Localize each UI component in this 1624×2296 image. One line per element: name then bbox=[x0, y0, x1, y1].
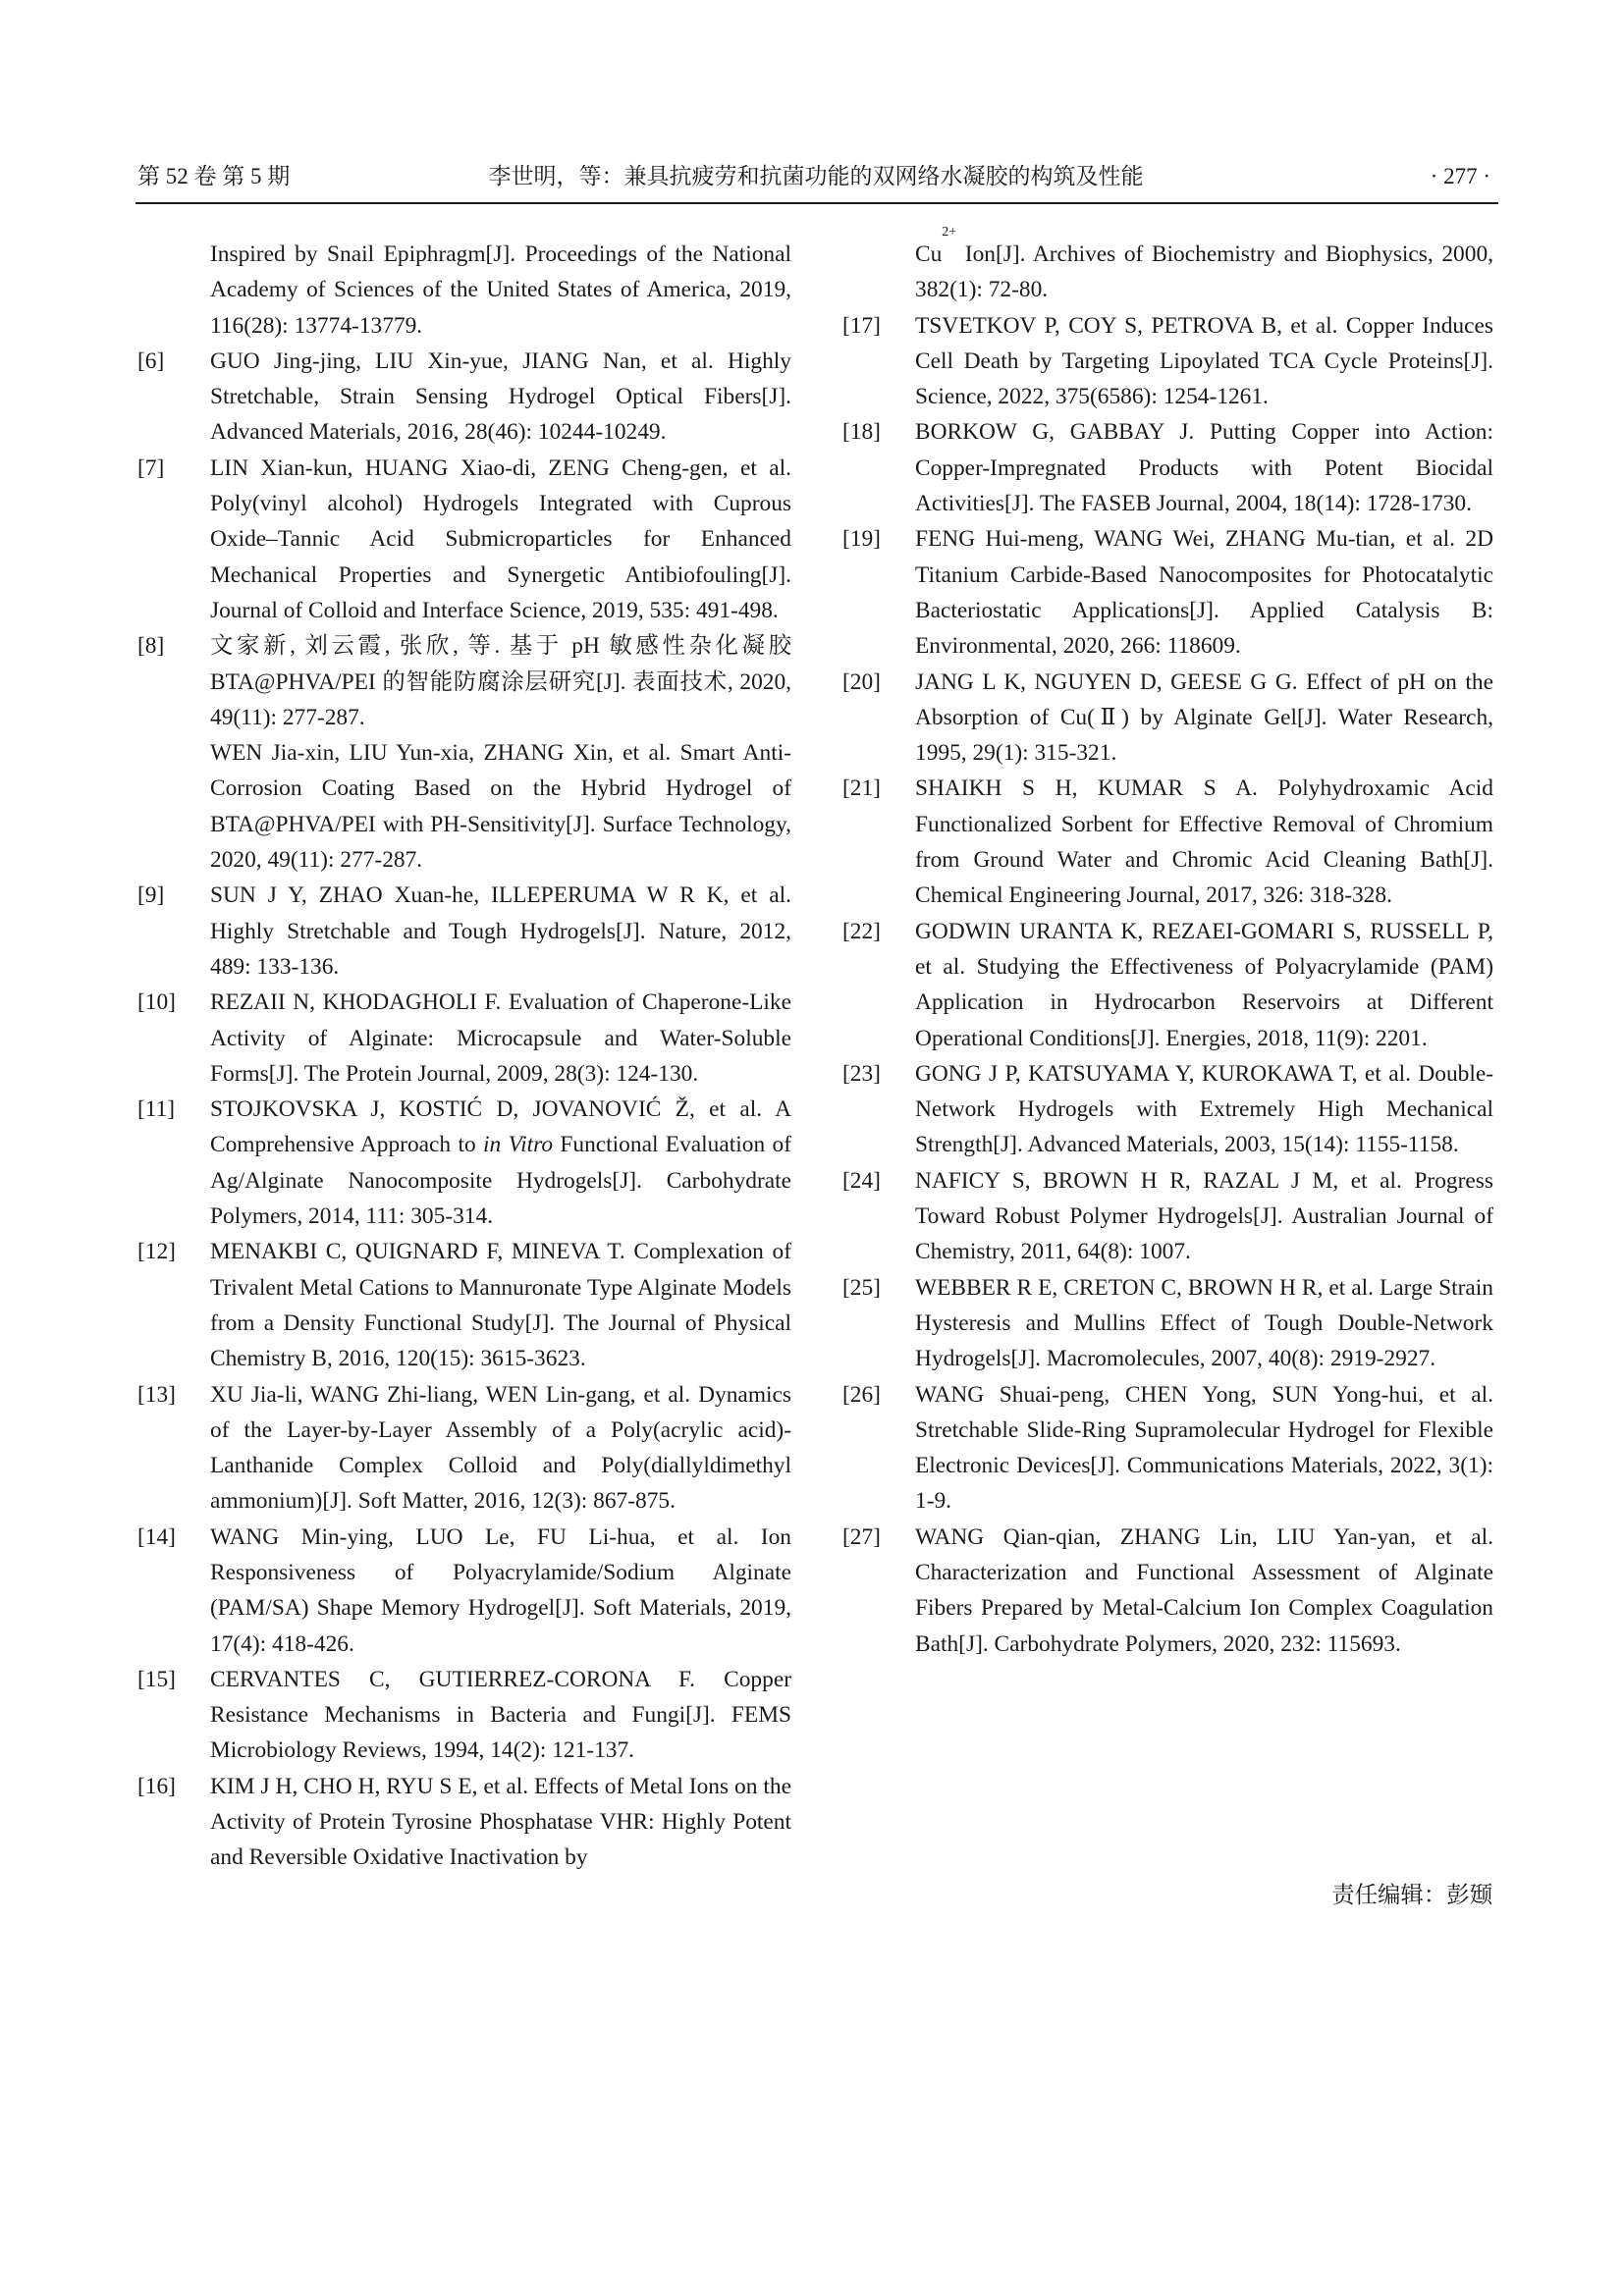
reference-number: [19] bbox=[842, 526, 881, 553]
reference-text bbox=[915, 225, 1493, 308]
reference-number: [18] bbox=[842, 419, 881, 446]
reference-text-english: WEN Jia-xin, LIU Yun-xia, ZHANG Xin, et al. Smart Anti-Corrosion Coating Based on the Hybrid Hydrogel of BTA@PHVA/PEI with PH-Sensitivity[J]. Surface Technology, 2020, 49(11): 277-287. bbox=[210, 740, 791, 874]
reference-item bbox=[137, 1769, 791, 1876]
reference-number: [22] bbox=[842, 918, 881, 944]
reference-text-part: STOJKOVSKA J, KOSTIĆ D, JOVANOVIĆ Ž, et al. A Comprehensive Approach to bbox=[210, 1096, 791, 1158]
reference-text: REZAII N, KHODAGHOLI F. Evaluation of Chaperone-Like Activity of Alginate: Microcapsule and Water-Soluble Forms[J]. The Protein Journal, 2009, 28(3): 124-130. bbox=[210, 989, 791, 1087]
reference-number: [24] bbox=[842, 1167, 881, 1194]
reference-text-italic: in Vitro bbox=[483, 1132, 554, 1158]
reference-item bbox=[842, 665, 1493, 772]
reference-item bbox=[137, 1662, 791, 1769]
reference-item bbox=[842, 521, 1493, 664]
reference-number: [16] bbox=[137, 1773, 176, 1799]
reference-text: Inspired by Snail Epiphragm[J]. Proceedings of the National Academy of Sciences of the United States of America, 2019, 116(28): 13774-13779. bbox=[210, 241, 791, 339]
reference-number: [17] bbox=[842, 312, 881, 339]
reference-item bbox=[137, 878, 791, 985]
reference-number: [20] bbox=[842, 668, 881, 695]
reference-text: SUN J Y, ZHAO Xuan-he, ILLEPERUMA W R K, et al. Highly Stretchable and Tough Hydrogels[J]. Nature, 2012, 489: 133-136. bbox=[210, 882, 791, 980]
reference-text: CERVANTES C, GUTIERREZ-CORONA F. Copper Resistance Mechanisms in Bacteria and Fungi[J]. FEMS Microbiology Reviews, 1994, 14(2): 121-137. bbox=[210, 1666, 791, 1764]
reference-number: [13] bbox=[137, 1381, 176, 1408]
reference-item bbox=[137, 344, 791, 451]
reference-text: BORKOW G, GABBAY J. Putting Copper into Action: Copper-Impregnated Products with Potent Biocidal Activities[J]. The FASEB Journal, 2004, 18(14): 1728-1730. bbox=[915, 419, 1493, 517]
reference-text: WANG Min-ying, LUO Le, FU Li-hua, et al. Ion Responsiveness of Polyacrylamide/Sodium Alginate (PAM/SA) Shape Memory Hydrogel[J]. Soft Materials, 2019, 17(4): 418-426. bbox=[210, 1523, 791, 1657]
reference-text: MENAKBI C, QUIGNARD F, MINEVA T. Complexation of Trivalent Metal Cations to Mannuronate Type Alginate Models from a Density Functional Study[J]. The Journal of Physical Chemistry B, 2016, 120(15): 3615-3623. bbox=[210, 1239, 791, 1372]
running-header bbox=[135, 155, 1496, 198]
reference-number: [6] bbox=[137, 347, 165, 374]
article-running-title: 李世明，等：兼具抗疲劳和抗菌功能的双网络水凝胶的构筑及性能 bbox=[488, 164, 1144, 188]
reference-item bbox=[137, 628, 791, 878]
journal-issue: 第 52 卷 第 5 期 bbox=[137, 164, 291, 188]
header-divider bbox=[135, 202, 1498, 204]
reference-text: WANG Shuai-peng, CHEN Yong, SUN Yong-hui, et al. Stretchable Slide-Ring Supramolecular Hydrogel for Flexible Electronic Devices[J]. Communications Materials, 2022, 3(1): 1-9. bbox=[915, 1381, 1493, 1515]
reference-number: [9] bbox=[137, 882, 165, 909]
reference-text: GUO Jing-jing, LIU Xin-yue, JIANG Nan, et al. Highly Stretchable, Strain Sensing Hydrogel Optical Fibers[J]. Advanced Materials, 2016, 28(46): 10244-10249. bbox=[210, 347, 791, 446]
reference-text: XU Jia-li, WANG Zhi-liang, WEN Lin-gang, et al. Dynamics of the Layer-by-Layer Assembly of a Poly(acrylic acid)-Lanthanide Complex Colloid and Poly(diallyldimethyl ammonium)[J]. Soft Matter, 2016, 12(3): 867-875. bbox=[210, 1381, 791, 1515]
reference-item bbox=[137, 985, 791, 1092]
reference-item bbox=[842, 1270, 1493, 1377]
reference-item bbox=[842, 771, 1493, 913]
reference-text: GONG J P, KATSUYAMA Y, KUROKAWA T, et al. Double-Network Hydrogels with Extremely High Mechanical Strength[J]. Advanced Materials, 2003, 15(14): 1155-1158. bbox=[915, 1060, 1493, 1158]
reference-number: [14] bbox=[137, 1523, 176, 1550]
reference-item bbox=[137, 1520, 791, 1662]
reference-text: TSVETKOV P, COY S, PETROVA B, et al. Copper Induces Cell Death by Targeting Lipoylated TCA Cycle Proteins[J]. Science, 2022, 375(6586): 1254-1261. bbox=[915, 312, 1493, 410]
reference-continuation bbox=[137, 237, 791, 344]
reference-text: GODWIN URANTA K, REZAEI-GOMARI S, RUSSELL P, et al. Studying the Effectiveness of Polyacrylamide (PAM) Application in Hydrocarbon Reservoirs at Different Operational Conditions[J]. Energies, 2018, 11(9): 2201. bbox=[915, 918, 1493, 1051]
reference-text: FENG Hui-meng, WANG Wei, ZHANG Mu-tian, et al. 2D Titanium Carbide-Based Nanocomposites for Photocatalytic Bacteriostatic Applications[J]. Applied Catalysis B: Environmental, 2020, 266: 118609. bbox=[915, 526, 1493, 660]
reference-text: NAFICY S, BROWN H R, RAZAL J M, et al. Progress Toward Robust Polymer Hydrogels[J]. Australian Journal of Chemistry, 2011, 64(8): 1007. bbox=[915, 1167, 1493, 1265]
reference-text: LIN Xian-kun, HUANG Xiao-di, ZENG Cheng-gen, et al. Poly(vinyl alcohol) Hydrogels Integrated with Cuprous Oxide–Tannic Acid Submicroparticles for Enhanced Mechanical Properties and Synergetic Antibiofouling[J]. Journal of Colloid and Interface Science, 2019, 535: 491-498. bbox=[210, 454, 791, 623]
reference-item bbox=[137, 1377, 791, 1520]
reference-item bbox=[842, 914, 1493, 1056]
reference-item bbox=[137, 1234, 791, 1376]
reference-text: WEBBER R E, CRETON C, BROWN H R, et al. Large Strain Hysteresis and Mullins Effect of Tough Double-Network Hydrogels[J]. Macromolecules, 2007, 40(8): 2919-2927. bbox=[915, 1274, 1493, 1372]
reference-number: [25] bbox=[842, 1274, 881, 1301]
page-number: · 277 · bbox=[1430, 164, 1490, 188]
reference-number: [10] bbox=[137, 989, 176, 1016]
reference-item bbox=[137, 451, 791, 628]
reference-text-part: Cu bbox=[915, 241, 943, 267]
reference-item bbox=[137, 1092, 791, 1234]
reference-item bbox=[842, 1056, 1493, 1163]
reference-text-part: Functional Evaluation of Ag/Alginate Nanocomposite Hydrogels[J]. Carbohydrate Polymers, 2014, 111: 305-314. bbox=[210, 1132, 791, 1230]
reference-text: SHAIKH S H, KUMAR S A. Polyhydroxamic Acid Functionalized Sorbent for Effective Removal of Chromium from Ground Water and Chromic Acid Cleaning Bath[J]. Chemical Engineering Journal, 2017, 326: 318-328. bbox=[915, 775, 1493, 909]
superscript-charge: 2+ bbox=[942, 225, 957, 240]
reference-item bbox=[842, 308, 1493, 415]
reference-item bbox=[842, 1163, 1493, 1270]
reference-number: [12] bbox=[137, 1239, 176, 1265]
reference-number: [27] bbox=[842, 1523, 881, 1550]
reference-continuation bbox=[842, 225, 1493, 308]
reference-number: [23] bbox=[842, 1060, 881, 1087]
reference-text: KIM J H, CHO H, RYU S E, et al. Effects of Metal Ions on the Activity of Protein Tyrosine Phosphatase VHR: Highly Potent and Reversible Oxidative Inactivation by bbox=[210, 1773, 791, 1871]
reference-text-chinese: 文家新, 刘云霞, 张欣, 等. 基于 pH 敏感性杂化凝胶 BTA@PHVA/PEI 的智能防腐涂层研究[J]. 表面技术, 2020, 49(11): 277-287. bbox=[210, 633, 791, 730]
reference-text bbox=[210, 1092, 791, 1234]
reference-item bbox=[842, 1520, 1493, 1662]
reference-number: [26] bbox=[842, 1381, 881, 1408]
reference-number: [15] bbox=[137, 1666, 176, 1692]
reference-number: [21] bbox=[842, 775, 881, 802]
reference-number: [11] bbox=[137, 1096, 176, 1123]
reference-item bbox=[842, 1377, 1493, 1520]
reference-column-left bbox=[137, 237, 791, 1876]
reference-number: [8] bbox=[137, 633, 165, 660]
reference-number: [7] bbox=[137, 454, 165, 481]
reference-column-right bbox=[842, 225, 1493, 1662]
reference-item bbox=[842, 414, 1493, 521]
responsible-editor: 责任编辑：彭颋 bbox=[1331, 1883, 1492, 1908]
reference-text: JANG L K, NGUYEN D, GEESE G G. Effect of pH on the Absorption of Cu(Ⅱ) by Alginate Gel[J]. Water Research, 1995, 29(1): 315-321. bbox=[915, 668, 1493, 767]
reference-text-part: Ion[J]. Archives of Biochemistry and Biophysics, 2000, 382(1): 72-80. bbox=[915, 241, 1493, 303]
reference-text: WANG Qian-qian, ZHANG Lin, LIU Yan-yan, et al. Characterization and Functional Assessment of Alginate Fibers Prepared by Metal-Calcium Ion Complex Coagulation Bath[J]. Carbohydrate Polymers, 2020, 232: 115693. bbox=[915, 1523, 1493, 1657]
